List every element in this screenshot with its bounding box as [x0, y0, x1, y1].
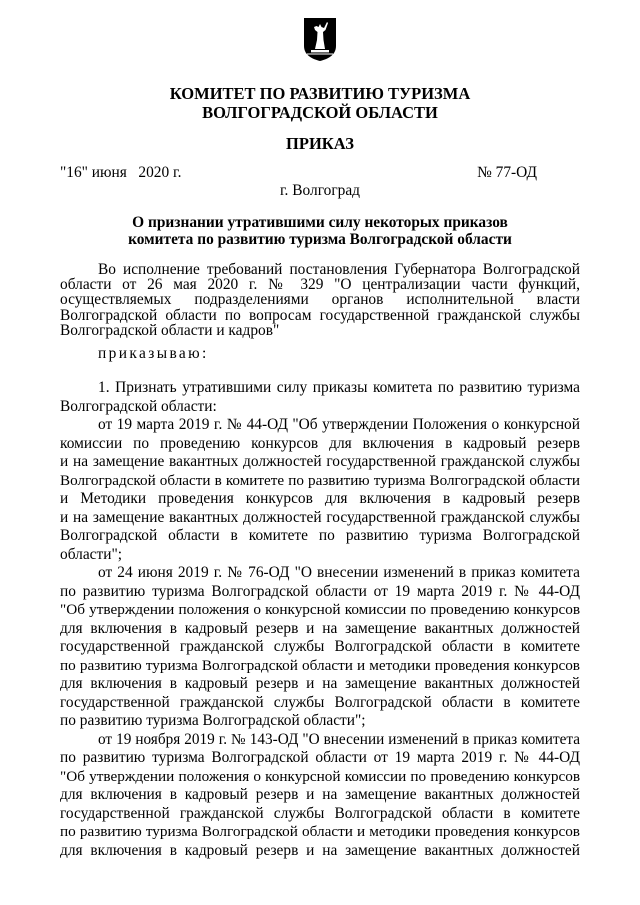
body-line: Волгоградской области в комитете по развитию туризма Волгоградской	[60, 527, 580, 544]
body-line: от 19 марта 2019 г. № 44-ОД "Об утверждении Положения о конкурсной	[98, 416, 580, 433]
order-body	[60, 379, 580, 860]
subject-line-1: О признании утратившими силу некоторых приказов	[132, 214, 508, 231]
body-line: и на замещение вакантных должностей государственной гражданской службы	[60, 508, 580, 526]
order-date: "16" июня 2020 г.	[60, 164, 182, 181]
order-subject	[60, 214, 580, 248]
intro-line: осуществляемых подразделениями органов исполнительной власти	[60, 291, 580, 309]
document-type: ПРИКАЗ	[286, 134, 354, 153]
body-line: "Об утверждении положения о конкурсной комиссии по проведению конкурсов	[60, 767, 580, 785]
subject-line-2: комитета по развитию туризма Волгоградской области	[128, 231, 512, 248]
intro-line: Во исполнение требований постановления Губернатора Волгоградской	[98, 261, 580, 278]
body-line: для включения в кадровый резерв и на замещение вакантных должностей	[60, 675, 580, 692]
body-line: для включения в кадровый резерв и на замещение вакантных должностей	[60, 619, 580, 637]
intro-paragraph	[60, 262, 580, 338]
body-line: государственной гражданской службы Волгоградской области в комитете	[60, 693, 580, 711]
body-line: по развитию туризма Волгоградской области и методики проведения конкурсов	[60, 656, 580, 674]
body-line: для включения в кадровый резерв и на замещение вакантных должностей	[60, 786, 580, 803]
intro-line: Волгоградской области по вопросам государственной гражданской службы	[60, 306, 580, 324]
body-line: по развитию туризма Волгоградской области";	[60, 712, 366, 729]
decree-word: приказываю:	[98, 345, 209, 362]
body-line: и Методики проведения конкурсов для включения в кадровый резерв	[60, 490, 580, 507]
body-line: государственной гражданской службы Волгоградской области в комитете	[60, 638, 580, 655]
body-line: для включения в кадровый резерв и на замещение вакантных должностей	[60, 841, 580, 859]
body-line: Волгоградской области:	[60, 397, 217, 415]
body-line: комиссии по проведению конкурсов для включения в кадровый резерв	[60, 434, 580, 452]
body-line: области";	[60, 545, 123, 563]
intro-line: области от 26 мая 2020 г. № 329 "О централизации части функций,	[60, 276, 580, 294]
committee-line-1: КОМИТЕТ ПО РАЗВИТИЮ ТУРИЗМА	[169, 84, 471, 103]
order-city: г. Волгоград	[279, 182, 360, 199]
body-line: по развитию туризма Волгоградской области и методики проведения конкурсов	[60, 823, 580, 840]
intro-line: Волгоградской области и кадров"	[60, 321, 280, 339]
order-number: № 77-ОД	[477, 164, 537, 181]
body-line: от 19 ноября 2019 г. № 143-ОД "О внесении изменений в приказ комитета	[98, 730, 580, 748]
body-line: по развитию туризма Волгоградской области от 19 марта 2019 г. № 44-ОД	[60, 582, 580, 600]
body-line: и на замещение вакантных должностей государственной гражданской службы	[60, 453, 580, 470]
body-line: 1. Признать утратившими силу приказы комитета по развитию туризма	[98, 379, 580, 396]
body-line: от 24 июня 2019 г. № 76-ОД "О внесении изменений в приказ комитета	[98, 564, 580, 581]
body-line: "Об утверждении положения о конкурсной комиссии по проведению конкурсов	[60, 601, 580, 618]
committee-line-2: ВОЛГОГРАДСКОЙ ОБЛАСТИ	[202, 103, 438, 122]
body-line: по развитию туризма Волгоградской области от 19 марта 2019 г. № 44-ОД	[60, 749, 580, 766]
volgograd-emblem-icon	[302, 16, 338, 62]
body-line: государственной гражданской службы Волгоградской области в комитете	[60, 804, 580, 822]
committee-name	[60, 84, 580, 122]
body-line: Волгоградской области в комитете по развитию туризма Волгоградской области	[60, 471, 580, 489]
